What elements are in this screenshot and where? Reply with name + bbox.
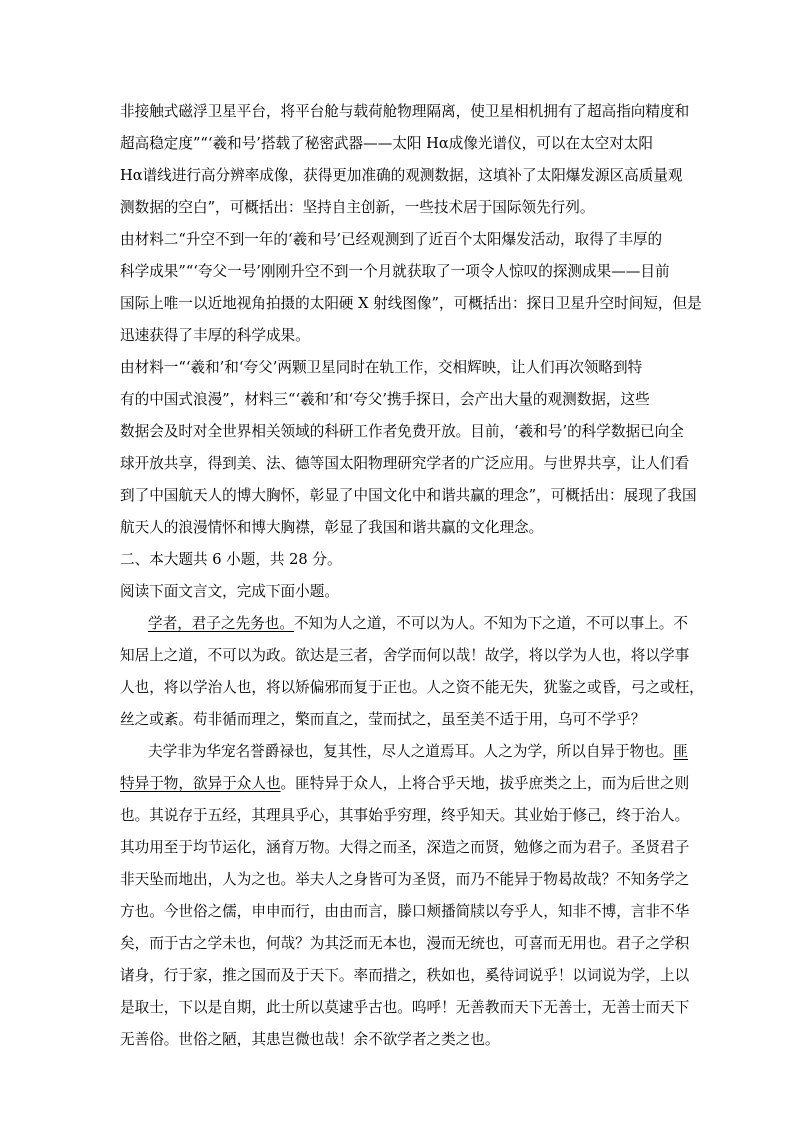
text-line bbox=[120, 166, 683, 186]
text-line bbox=[120, 678, 704, 698]
text-line bbox=[120, 294, 702, 314]
text-run: Hα谱线进行高分辨率成像，获得更加准确的观测数据，这填补了太阳爆发源区高质量观 bbox=[120, 167, 683, 184]
text-line bbox=[120, 774, 689, 794]
text-run: 到了中国航天人的博大胸怀，彰显了中国文化中和谐共赢的理念”，可概括出：展现了我国 bbox=[120, 487, 697, 504]
text-line bbox=[120, 486, 697, 506]
text-line bbox=[120, 326, 310, 346]
text-line bbox=[120, 390, 650, 410]
text-line bbox=[120, 230, 662, 250]
text-line bbox=[120, 550, 342, 570]
text-line bbox=[120, 870, 689, 890]
text-run: 诸身，行于家，推之国而及于天下。率而措之，秩如也，奚待词说乎！以词说为学，上以 bbox=[120, 967, 690, 984]
text-line bbox=[120, 902, 689, 922]
text-line bbox=[120, 838, 689, 858]
text-run: 是取士，下以是自期，此士所以莫逮乎古也。呜呼！无善教而天下无善士，无善士而天下 bbox=[120, 999, 690, 1016]
text-run: 矣，而于古之学未也，何哉？为其泛而无本也，漫而无统也，可喜而无用也。君子之学积 bbox=[120, 935, 690, 952]
text-line bbox=[120, 934, 689, 954]
text-line bbox=[120, 646, 689, 666]
text-run: 球开放共享，得到美、法、德等国太阳物理研究学者的广泛应用。与世界共享，让人们看 bbox=[120, 455, 690, 472]
text-line bbox=[120, 134, 653, 154]
text-line bbox=[120, 518, 543, 538]
text-run: 数据会及时对全世界相关领域的科研工作者免费开放。目前，‘羲和号’的科学数据已向全 bbox=[120, 423, 684, 440]
text-run: 航天人的浪漫情怀和博大胸襟，彰显了我国和谐共赢的文化理念。 bbox=[120, 519, 544, 536]
text-run: 有的中国式浪漫”，材料三“‘羲和’和‘夸父’携手探日，会产出大量的观测数据，这些 bbox=[120, 391, 650, 408]
text-run: 人也，将以学治人也，将以矫偏邪而复于正也。人之资不能无失，犹鉴之或昏，弓之或枉， bbox=[120, 679, 704, 696]
text-run: 国际上唯一以近地视角拍摄的太阳硬 X 射线图像”，可概括出：探日卫星升空时间短，但是 bbox=[120, 295, 702, 312]
text-line bbox=[120, 966, 689, 986]
underlined-text: 匪 bbox=[673, 743, 688, 760]
text-run: 测数据的空白”，可概括出：坚持自主创新，一些技术居于国际领先行列。 bbox=[120, 199, 595, 216]
text-run: 无善俗。世俗之陋，其患岂微也哉！余不欲学者之类之也。 bbox=[120, 1031, 500, 1048]
text-run: 。匪特异于众人，上将合乎天地，拔乎庶类之上，而为后世之则 bbox=[280, 775, 690, 792]
text-run: 科学成果”“‘夸父一号’刚刚升空不到一个月就获取了一项令人惊叹的探测成果——目前 bbox=[120, 263, 670, 280]
text-run: 阅读下面文言文，完成下面小题。 bbox=[120, 583, 339, 600]
text-line bbox=[120, 198, 594, 218]
text-run: 超高稳定度”“‘羲和号’搭载了秘密武器——太阳 Hα成像光谱仪，可以在太空对太阳 bbox=[120, 135, 654, 152]
text-run: 夫学非为华宠名誉爵禄也，复其性，尽人之道焉耳。人之为学，所以自异于物也。 bbox=[148, 743, 674, 760]
text-line bbox=[120, 582, 339, 602]
underlined-text: 学者，君子之先务也。 bbox=[148, 615, 294, 632]
text-line bbox=[120, 998, 689, 1018]
text-run: 其功用至于均节运化，涵育万物。大得之而圣，深造之而贤，勉修之而为君子。圣贤君子 bbox=[120, 839, 690, 856]
text-run: 方也。今世俗之儒，申申而行，由由而言，滕口颊播简牍以夸乎人，知非不博，言非不华 bbox=[120, 903, 690, 920]
text-line bbox=[120, 1030, 499, 1050]
text-run: 知居上之道，不可以为政。欲达是三者，舍学而何以哉！故学，将以学为人也，将以学事 bbox=[120, 647, 690, 664]
text-line bbox=[120, 454, 689, 474]
text-run: 不知为人之道，不可以为人。不知为下之道，不可以事上。不 bbox=[293, 615, 688, 632]
text-run: 丝之或紊。苟非循而理之，檠而直之，莹而拭之，虽至美不适于用，乌可不学乎？ bbox=[120, 711, 646, 728]
text-line bbox=[120, 262, 670, 282]
text-run: 非天坠而地出，人为之也。举夫人之身皆可为圣贤，而乃不能异于物曷故哉？不知务学之 bbox=[120, 871, 690, 888]
text-run: 由材料二“升空不到一年的‘羲和号’已经观测到了近百个太阳爆发活动，取得了丰厚的 bbox=[120, 231, 663, 248]
text-run: 二、本大题共 6 小题，共 28 分。 bbox=[120, 551, 342, 568]
text-run: 也。其说存于五经，其理具乎心，其事始乎穷理，终乎知天。其业始于修己，终于治人。 bbox=[120, 807, 690, 824]
text-run: 迅速获得了丰厚的科学成果。 bbox=[120, 327, 310, 344]
text-line bbox=[148, 614, 688, 634]
text-run: 非接触式磁浮卫星平台，将平台舱与载荷舱物理隔离，使卫星相机拥有了超高指向精度和 bbox=[120, 103, 690, 120]
text-line bbox=[148, 742, 688, 762]
underlined-text: 特异于物，欲异于众人也 bbox=[120, 775, 281, 792]
text-line bbox=[120, 358, 642, 378]
text-line bbox=[120, 806, 689, 826]
text-line bbox=[120, 422, 684, 442]
text-run: 由材料一“‘羲和’和‘夸父’两颗卫星同时在轨工作，交相辉映，让人们再次领略到特 bbox=[120, 359, 643, 376]
text-line bbox=[120, 710, 645, 730]
text-line bbox=[120, 102, 689, 122]
